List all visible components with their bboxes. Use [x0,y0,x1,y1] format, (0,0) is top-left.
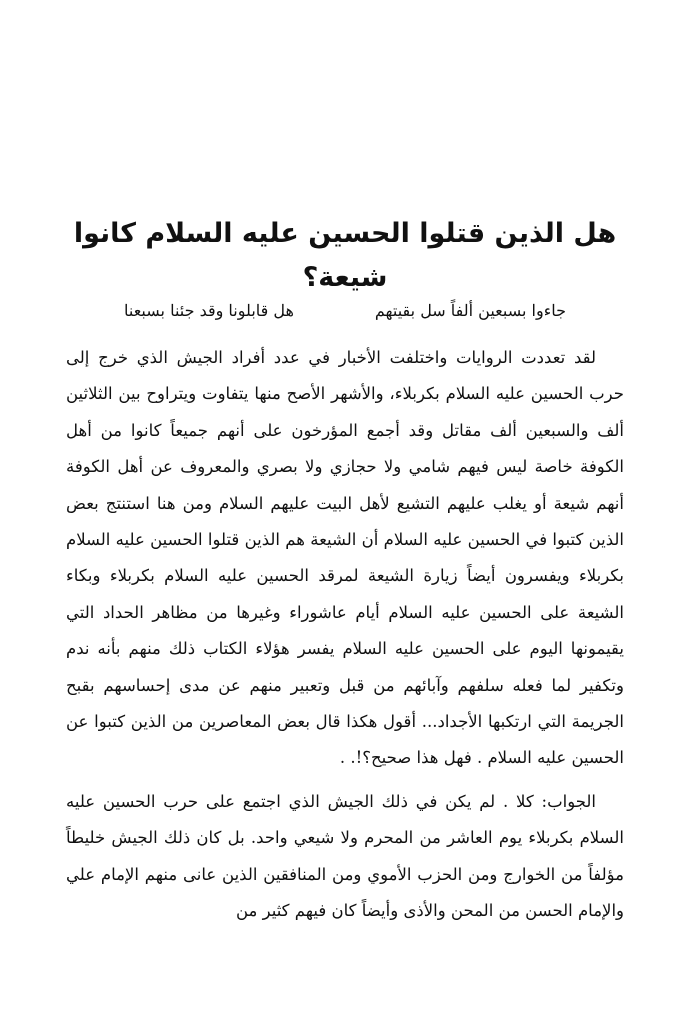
body-text [66,340,624,930]
verse-first-hemistich: جاءوا بسبعين ألفاً سل بقيتهم [374,301,566,320]
paragraph-intro: لقد تعددت الروايات واختلفت الأخبار في عدد أفراد الجيش الذي خرج إلى حرب الحسين عليه السلام بكربلاء، والأشهر الأصح منها يتفاوت ويتراوح بين الثلاثين ألف والسبعين ألف مقاتل وقد أجمع المؤرخون على أنهم جميعاً كانوا من أهل الكوفة خاصة ليس فيهم شامي ولا حجازي ولا بصري والمعروف عن أهل الكوفة أنهم شيعة أو يغلب عليهم التشيع لأهل البيت عليهم السلام ومن هنا استنتج بعض الذين كتبوا في الحسين عليه السلام أن الشيعة هم الذين قتلوا الحسين عليه السلام بكربلاء ويفسرون أيضاً زيارة الشيعة لمرقد الحسين عليه السلام بكربلاء وبكاء الشيعة على الحسين عليه السلام أيام عاشوراء وغيرها من مظاهر الحداد التي يقيمونها اليوم على الحسين عليه السلام يفسر هؤلاء الكتاب ذلك منهم بأنه ندم وتكفير لما فعله سلفهم وآبائهم من قبل وتعبير منهم عن مدى إحساسهم بقبح الجريمة التي ارتكبها الأجداد... أقول هكذا قال بعض المعاصرين من الذين كتبوا عن الحسين عليه السلام . فهل هذا صحيح؟!. . [66,348,624,768]
chapter-title: هل الذين قتلوا الحسين عليه السلام كانوا شيعة؟ [73,218,617,293]
verse-second-hemistich: هل قابلونا وقد جئنا بسبعنا [124,301,294,320]
poetry-verse [66,296,624,326]
paragraph-answer: الجواب: كلا . لم يكن في ذلك الجيش الذي اجتمع على حرب الحسين عليه السلام بكربلاء يوم العاشر من المحرم ولا شيعي واحد. بل كان ذلك الجيش خليطاً مؤلفاً من الخوارج ومن الحزب الأموي ومن المنافقين الذين عانى منهم الإمام علي والإمام الحسن من المحن والأذى وأيضاً كان فيهم كثير من [66,791,624,921]
